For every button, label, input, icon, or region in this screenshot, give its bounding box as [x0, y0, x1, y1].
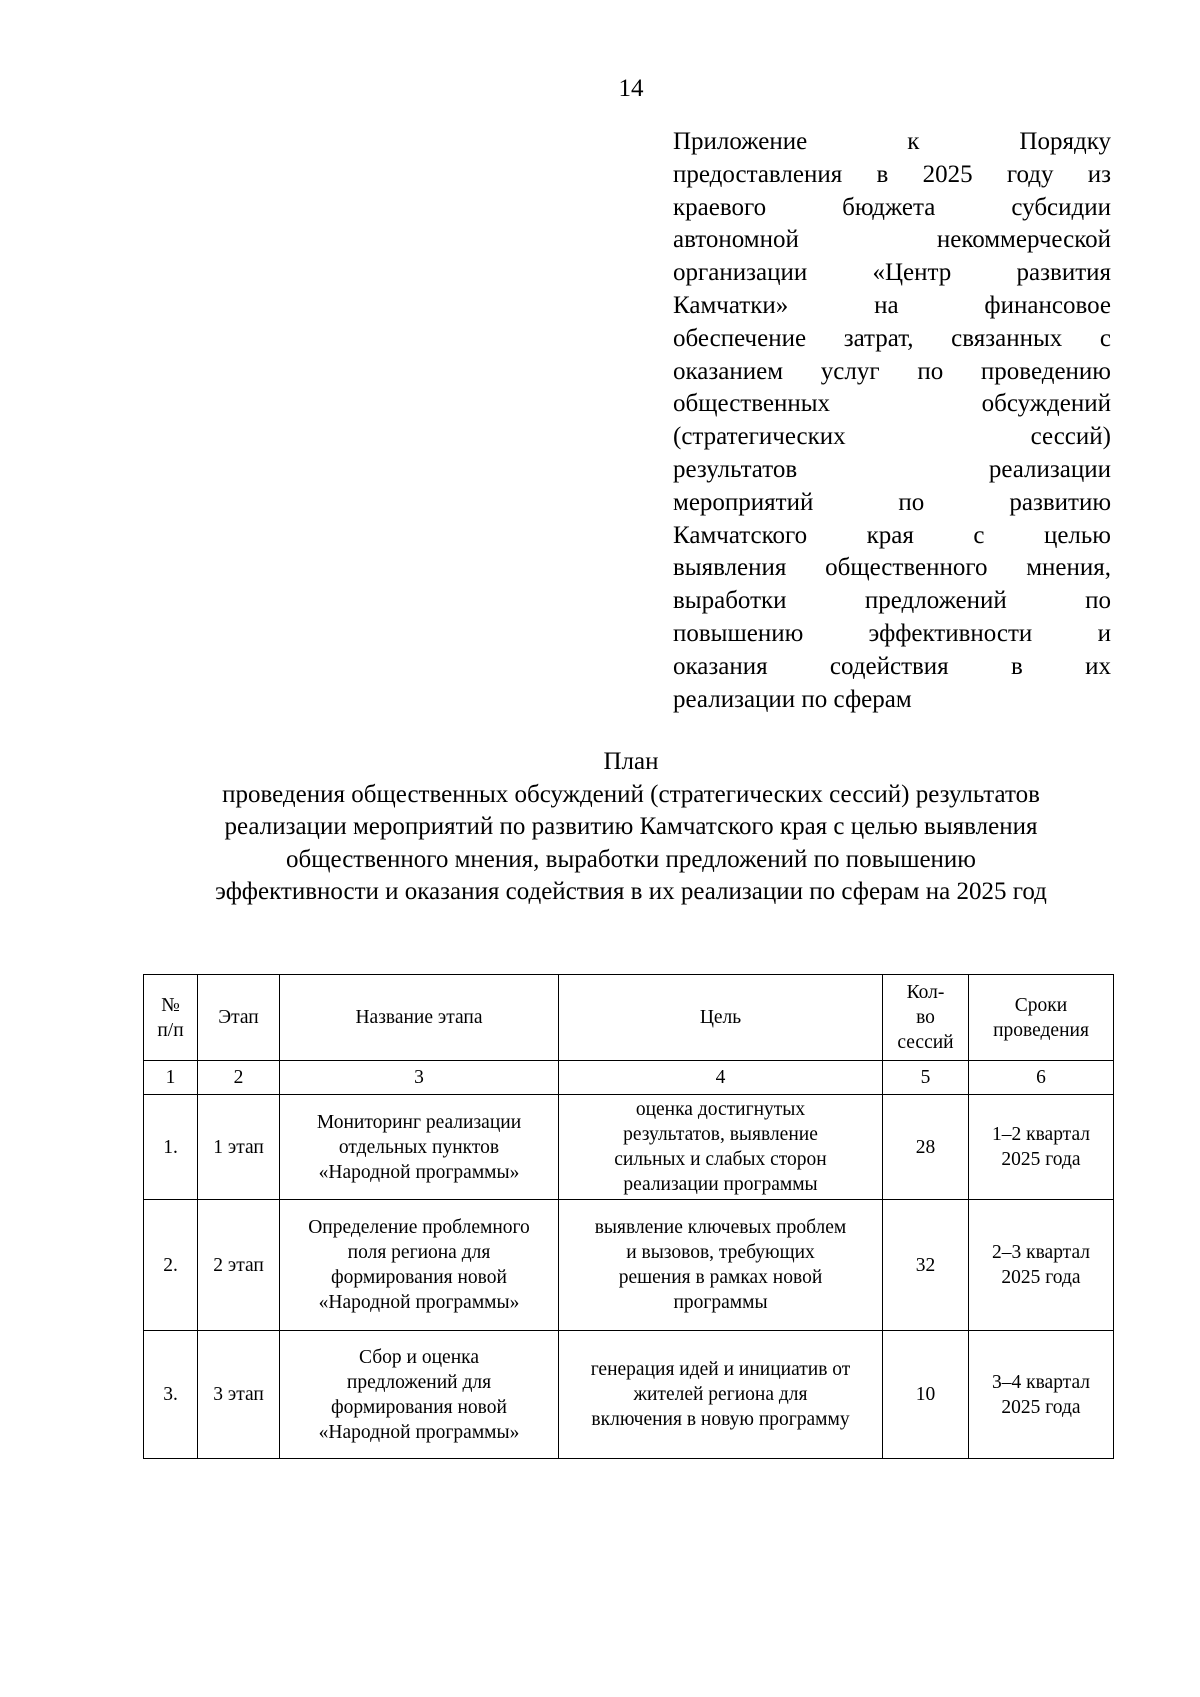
- row-stage: 3 этап: [198, 1331, 280, 1459]
- header-cell-number: № п/п: [144, 975, 198, 1061]
- row-stage: 1 этап: [198, 1095, 280, 1200]
- appendix-line: повышению эффективности и: [673, 619, 1111, 647]
- appendix-line: мероприятий по развитию: [673, 488, 1111, 516]
- plan-subtitle-line: эффективности и оказания содействия в их реализации по сферам на 2025 год: [215, 878, 1047, 906]
- appendix-block: [673, 126, 1111, 716]
- appendix-line: выработки предложений по: [673, 587, 1111, 615]
- plan-subtitle-line: реализации мероприятий по развитию Камчатского края с целью выявления: [224, 813, 1038, 841]
- row-sessions: 10: [883, 1331, 969, 1459]
- plan-subtitle: [150, 779, 1112, 909]
- column-number-cell: 4: [559, 1061, 883, 1095]
- appendix-line: (стратегических сессий): [673, 423, 1111, 451]
- header-cell-goal: Цель: [559, 975, 883, 1061]
- row-stage-name: Определение проблемного поля региона для формирования новой «Народной программы»: [280, 1200, 559, 1331]
- row-number: 2.: [144, 1200, 198, 1331]
- row-goal: выявление ключевых проблем и вызовов, требующих решения в рамках новой программы: [559, 1200, 883, 1331]
- row-number: 1.: [144, 1095, 198, 1200]
- column-number-cell: 5: [883, 1061, 969, 1095]
- plan-subtitle-line: общественного мнения, выработки предложений по повышению: [286, 845, 976, 873]
- appendix-line: краевого бюджета субсидии: [673, 193, 1111, 221]
- column-number-row: [144, 1061, 1114, 1095]
- header-cell-period: Сроки проведения: [969, 975, 1114, 1061]
- appendix-line: организации «Центр развития: [673, 259, 1111, 287]
- row-stage-name: Сбор и оценка предложений для формирования новой «Народной программы»: [280, 1331, 559, 1459]
- column-number-cell: 2: [198, 1061, 280, 1095]
- appendix-line: выявления общественного мнения,: [673, 554, 1111, 582]
- plan-table: [143, 974, 1114, 1459]
- plan-title: План: [603, 748, 659, 775]
- row-goal: оценка достигнутых результатов, выявление сильных и слабых сторон реализации программы: [559, 1095, 883, 1200]
- column-number-cell: 3: [280, 1061, 559, 1095]
- row-period: 3–4 квартал 2025 года: [969, 1331, 1114, 1459]
- appendix-line: обеспечение затрат, связанных с: [673, 324, 1111, 352]
- appendix-line: Камчатки» на финансовое: [673, 291, 1111, 319]
- row-stage: 2 этап: [198, 1200, 280, 1331]
- column-number-cell: 1: [144, 1061, 198, 1095]
- row-number: 3.: [144, 1331, 198, 1459]
- appendix-line: автономной некоммерческой: [673, 226, 1111, 254]
- row-period: 2–3 квартал 2025 года: [969, 1200, 1114, 1331]
- appendix-line: предоставления в 2025 году из: [673, 160, 1111, 188]
- plan-subtitle-line: проведения общественных обсуждений (стратегических сессий) результатов: [222, 781, 1040, 808]
- page-number: 14: [618, 75, 644, 102]
- row-sessions: 28: [883, 1095, 969, 1200]
- table-row: [144, 1331, 1114, 1459]
- appendix-line: Камчатского края с целью: [673, 521, 1111, 549]
- row-period: 1–2 квартал 2025 года: [969, 1095, 1114, 1200]
- appendix-line: Приложение к Порядку: [673, 128, 1111, 155]
- column-number-cell: 6: [969, 1061, 1114, 1095]
- appendix-line: реализации по сферам: [673, 685, 912, 713]
- row-goal: генерация идей и инициатив от жителей региона для включения в новую программу: [559, 1331, 883, 1459]
- table-row: [144, 1200, 1114, 1331]
- appendix-line: результатов реализации: [673, 455, 1111, 483]
- header-cell-stage: Этап: [198, 975, 280, 1061]
- table-header-row: [144, 975, 1114, 1061]
- row-sessions: 32: [883, 1200, 969, 1331]
- appendix-line: общественных обсуждений: [673, 390, 1111, 418]
- header-cell-stage-name: Название этапа: [280, 975, 559, 1061]
- header-cell-sessions: Кол- во сессий: [883, 975, 969, 1061]
- appendix-line: оказанием услуг по проведению: [673, 357, 1111, 385]
- appendix-line: оказания содействия в их: [673, 652, 1111, 680]
- table-row: [144, 1095, 1114, 1200]
- row-stage-name: Мониторинг реализации отдельных пунктов «Народной программы»: [280, 1095, 559, 1200]
